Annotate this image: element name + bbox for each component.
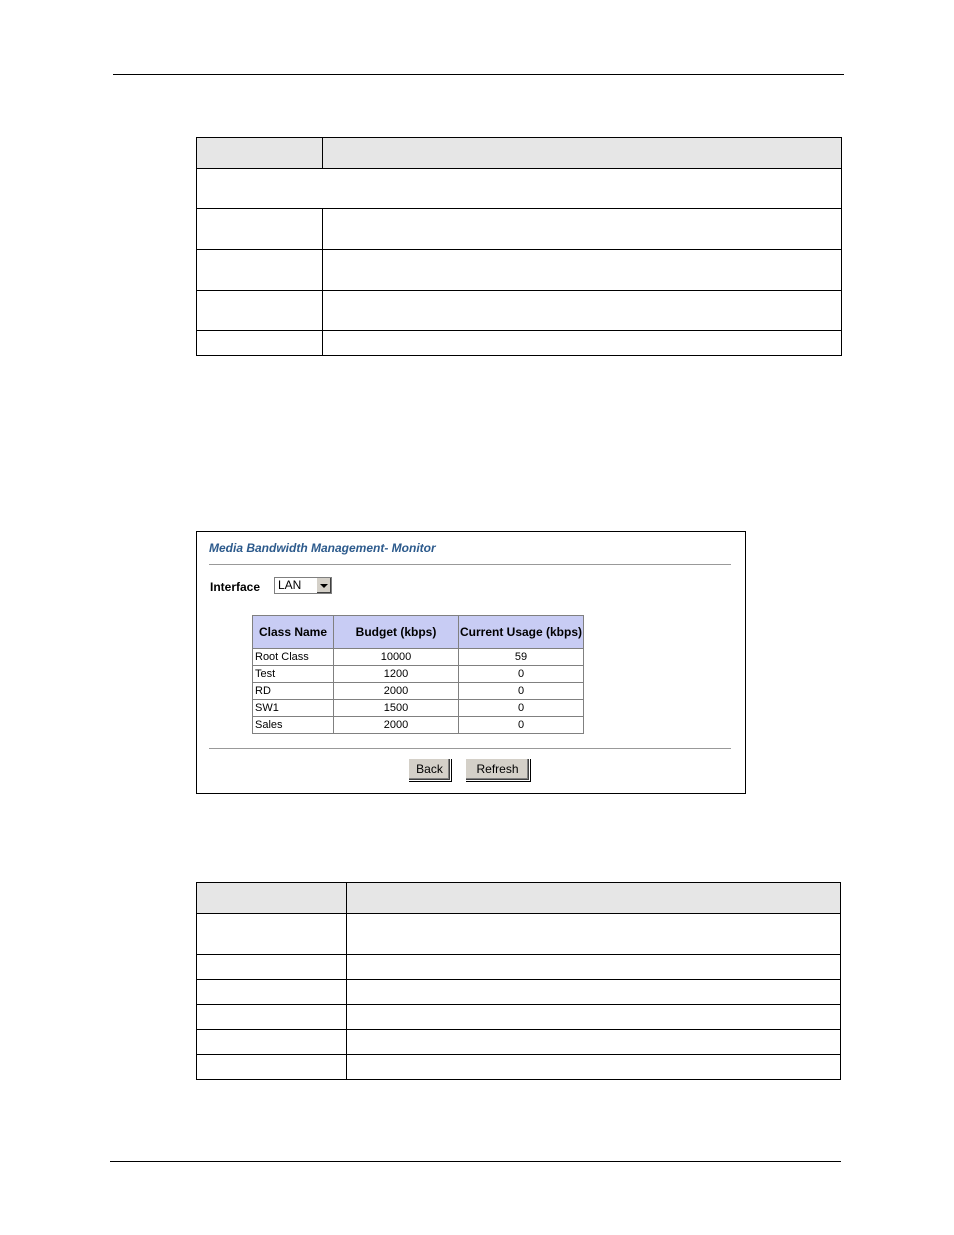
- budget-cell: 10000: [334, 649, 459, 666]
- footer-divider: [209, 748, 731, 749]
- table-row: [253, 717, 584, 734]
- table-cell: [197, 1030, 347, 1055]
- class-usage-table: [252, 615, 584, 734]
- table-cell: [197, 209, 323, 250]
- table-cell: [323, 250, 842, 291]
- table-cell: [197, 1055, 347, 1080]
- page-header-rule: [113, 74, 844, 75]
- table-row: [253, 700, 584, 717]
- back-button[interactable]: Back: [408, 758, 451, 781]
- usage-cell: 0: [459, 666, 584, 683]
- table-cell: [347, 1030, 841, 1055]
- title-divider: [209, 564, 731, 565]
- column-header-budget: Budget (kbps): [334, 616, 459, 649]
- interface-label: Interface: [210, 580, 261, 594]
- table-cell: [347, 1055, 841, 1080]
- table-cell: [197, 980, 347, 1005]
- table-cell: [197, 955, 347, 980]
- usage-cell: 0: [459, 683, 584, 700]
- description-table-bottom: [196, 882, 841, 1080]
- class-name-cell: Test: [253, 666, 334, 683]
- column-header-class-name: Class Name: [253, 616, 334, 649]
- column-header-current-usage: Current Usage (kbps): [459, 616, 584, 649]
- table-cell: [197, 291, 323, 331]
- table-section-row: [197, 169, 842, 209]
- table-cell: [323, 291, 842, 331]
- budget-cell: 1500: [334, 700, 459, 717]
- screen-title: Media Bandwidth Management- Monitor: [209, 541, 436, 555]
- usage-cell: 0: [459, 700, 584, 717]
- table-cell: [197, 914, 347, 955]
- table-header-cell: [323, 138, 842, 169]
- page-footer-rule: [110, 1161, 841, 1162]
- class-name-cell: Sales: [253, 717, 334, 734]
- class-name-cell: SW1: [253, 700, 334, 717]
- budget-cell: 1200: [334, 666, 459, 683]
- refresh-button[interactable]: Refresh: [465, 758, 530, 781]
- usage-cell: 0: [459, 717, 584, 734]
- table-cell: [347, 914, 841, 955]
- table-cell: [347, 980, 841, 1005]
- table-cell: [347, 1005, 841, 1030]
- table-row: [253, 683, 584, 700]
- table-cell: [197, 331, 323, 356]
- description-table-top: [196, 137, 842, 356]
- table-header-cell: [197, 883, 347, 914]
- table-row: [253, 649, 584, 666]
- usage-cell: 59: [459, 649, 584, 666]
- table-cell: [197, 250, 323, 291]
- table-row: [253, 666, 584, 683]
- interface-selected-value: LAN: [278, 578, 302, 592]
- bandwidth-monitor-screen: [196, 531, 746, 794]
- budget-cell: 2000: [334, 717, 459, 734]
- table-cell: [323, 209, 842, 250]
- class-name-cell: RD: [253, 683, 334, 700]
- budget-cell: 2000: [334, 683, 459, 700]
- chevron-down-icon[interactable]: [316, 578, 331, 593]
- table-cell: [347, 955, 841, 980]
- interface-select[interactable]: [274, 577, 332, 594]
- table-header-cell: [197, 138, 323, 169]
- table-cell: [323, 331, 842, 356]
- class-name-cell: Root Class: [253, 649, 334, 666]
- table-header-cell: [347, 883, 841, 914]
- table-cell: [197, 1005, 347, 1030]
